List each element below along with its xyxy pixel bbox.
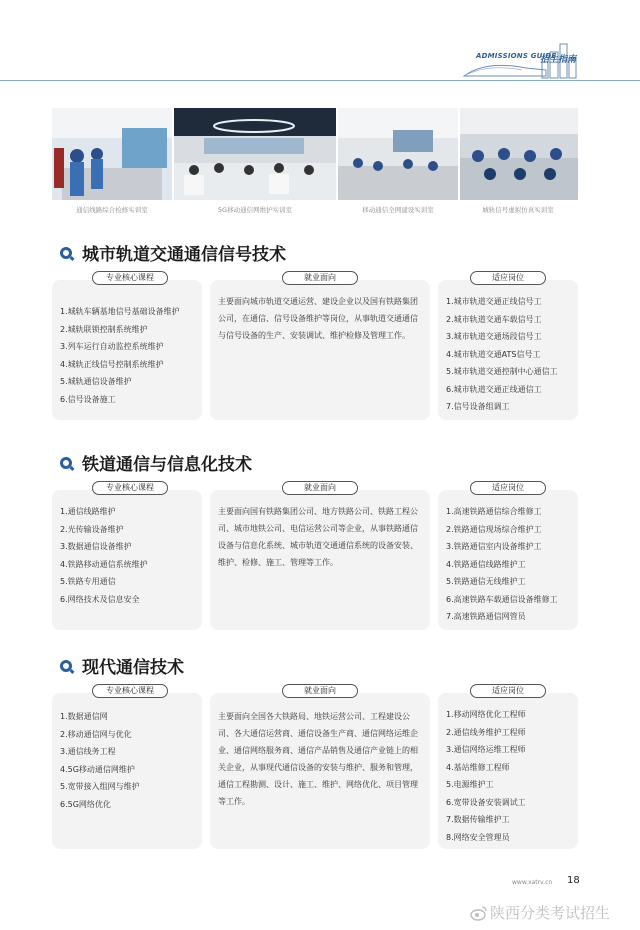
photo-3: [338, 108, 458, 200]
list-item: 2.通信线务维护工程师: [446, 727, 526, 737]
posts-head-1: 适应岗位: [470, 271, 546, 285]
employment-head-3: 就业面向: [282, 684, 358, 698]
list-item: 1.数据通信网: [60, 712, 108, 721]
list-item: 7.数据传输维护工: [446, 815, 510, 824]
list-item: 7.信号设备组调工: [446, 402, 510, 411]
courses-list-1: [60, 303, 180, 408]
list-item: 6.信号设备施工: [60, 394, 116, 404]
list-item: 6.高速铁路车载通信设备维修工: [446, 594, 558, 604]
list-item: 5.电源维护工: [446, 780, 494, 789]
section-title-1: [60, 240, 286, 265]
posts-list-2: [446, 503, 558, 626]
photo-1: [52, 108, 172, 200]
section-title-2: [60, 450, 252, 475]
list-item: 1.城轨车辆基地信号基础设备维护: [60, 307, 180, 316]
photo-caption-2: 5G移动通信网维护实训室: [217, 206, 293, 214]
ring-bullet-icon: [60, 457, 72, 469]
section-title-3: [60, 653, 184, 678]
section-title-text: 铁道通信与信息化技术: [82, 455, 252, 475]
list-item: 3.数据通信设备维护: [60, 542, 132, 551]
training-room-photos: [52, 108, 578, 220]
list-item: 2.城轨联锁控制系统维护: [60, 324, 148, 334]
list-item: 3.铁路通信室内设备维护工: [446, 542, 542, 551]
ring-bullet-icon: [60, 247, 72, 259]
list-item: 1.通信线路维护: [60, 507, 116, 516]
employment-text-2: 主要面向国有铁路集团公司、地方铁路公司、铁路工程公司、城市地铁公司、电信运营公司等企业，从事铁路通信设备与信息化系统、城市轨道交通通信系统的设备安装、维护、检修、施工、管理等工作。: [218, 507, 418, 567]
posts-list-3: [446, 706, 526, 846]
courses-list-3: [60, 708, 140, 813]
watermark: [470, 902, 610, 923]
list-item: 1.移动网络优化工程师: [446, 710, 526, 719]
header-english-title: ADMISSIONS GUIDE: [476, 52, 557, 60]
list-item: 4.铁路通信线路维护工: [446, 559, 526, 569]
list-item: 2.铁路通信现场综合维护工: [446, 524, 542, 534]
list-item: 4.5G移动通信网维护: [60, 764, 135, 774]
list-item: 5.铁路专用通信: [60, 577, 116, 586]
list-item: 4.基站维修工程师: [446, 762, 510, 772]
list-item: 4.城市轨道交通ATS信号工: [446, 349, 541, 359]
list-item: 6.宽带设备安装调试工: [446, 797, 526, 807]
list-item: 6.5G网络优化: [60, 799, 111, 809]
ring-bullet-icon: [60, 660, 72, 672]
list-item: 7.高速铁路通信网管员: [446, 612, 526, 621]
posts-head-2: 适应岗位: [470, 481, 546, 495]
photo-caption-4: 城轨信号虚拟仿真实训室: [482, 206, 554, 214]
list-item: 8.网络安全管理员: [446, 832, 510, 842]
list-item: 2.城市轨道交通车载信号工: [446, 314, 542, 324]
list-item: 3.城市轨道交通场段信号工: [446, 332, 542, 341]
list-item: 4.铁路移动通信系统维护: [60, 559, 148, 569]
photo-caption-1: 通信线路综合检修实训室: [76, 206, 148, 214]
list-item: 5.城市轨道交通控制中心通信工: [446, 367, 558, 376]
photo-2: [174, 108, 336, 200]
page-number: 18: [567, 875, 580, 886]
list-item: 5.铁路通信无线维护工: [446, 577, 526, 586]
watermark-text: 陕西分类考试招生: [490, 904, 611, 922]
courses-head-3: 专业核心课程: [92, 684, 168, 698]
employment-head-2: 就业面向: [282, 481, 358, 495]
employment-head-1: 就业面向: [282, 271, 358, 285]
list-item: 1.城市轨道交通正线信号工: [446, 297, 542, 306]
photo-caption-3: 移动通信全网建设实训室: [362, 206, 434, 214]
list-item: 3.通信线务工程: [60, 747, 116, 756]
courses-head-2: 专业核心课程: [92, 481, 168, 495]
list-item: 2.移动通信网与优化: [60, 729, 132, 739]
courses-head-1: 专业核心课程: [92, 271, 168, 285]
list-item: 2.光传输设备维护: [60, 524, 124, 534]
list-item: 3.列车运行自动监控系统维护: [60, 342, 164, 351]
list-item: 4.城轨正线信号控制系统维护: [60, 359, 164, 369]
list-item: 6.城市轨道交通正线通信工: [446, 384, 542, 394]
list-item: 5.宽带接入组网与维护: [60, 782, 140, 791]
list-item: 5.城轨通信设备维护: [60, 377, 132, 386]
list-item: 1.高速铁路通信综合维修工: [446, 507, 542, 516]
courses-list-2: [60, 503, 148, 608]
employment-text-3: 主要面向全国各大铁路局、地铁运营公司、工程建设公司、各大通信运营商、通信设备生产商、通信网络运维企业、通信网络服务商、通信产品销售及通信产业链上的相关企业，从事现代通信设备的安装与维护、服务和管理，通信工程勘测、设计、施工、维护、网络优化、项目管理等工作。: [218, 712, 418, 806]
employment-text-1: 主要面向城市轨道交通运营、建设企业以及国有铁路集团公司，在通信、信号设备维护等岗位，从事轨道交通通信与信号设备的生产、安装调试、维护检修及管理工作。: [218, 297, 418, 340]
page-header: [0, 0, 640, 90]
section-title-text: 城市轨道交通通信信号技术: [82, 245, 286, 265]
list-item: 6.网络技术及信息安全: [60, 594, 140, 604]
weibo-logo-icon: [470, 905, 488, 921]
list-item: 3.通信网络运维工程师: [446, 745, 526, 754]
posts-head-3: 适应岗位: [470, 684, 546, 698]
footer-url: www.xatrv.cn: [512, 879, 553, 886]
posts-list-1: [446, 293, 558, 416]
photo-4: [460, 108, 578, 200]
header-divider: [0, 80, 640, 81]
header-chinese-title: 招生指南: [540, 55, 577, 65]
section-title-text: 现代通信技术: [82, 658, 184, 678]
